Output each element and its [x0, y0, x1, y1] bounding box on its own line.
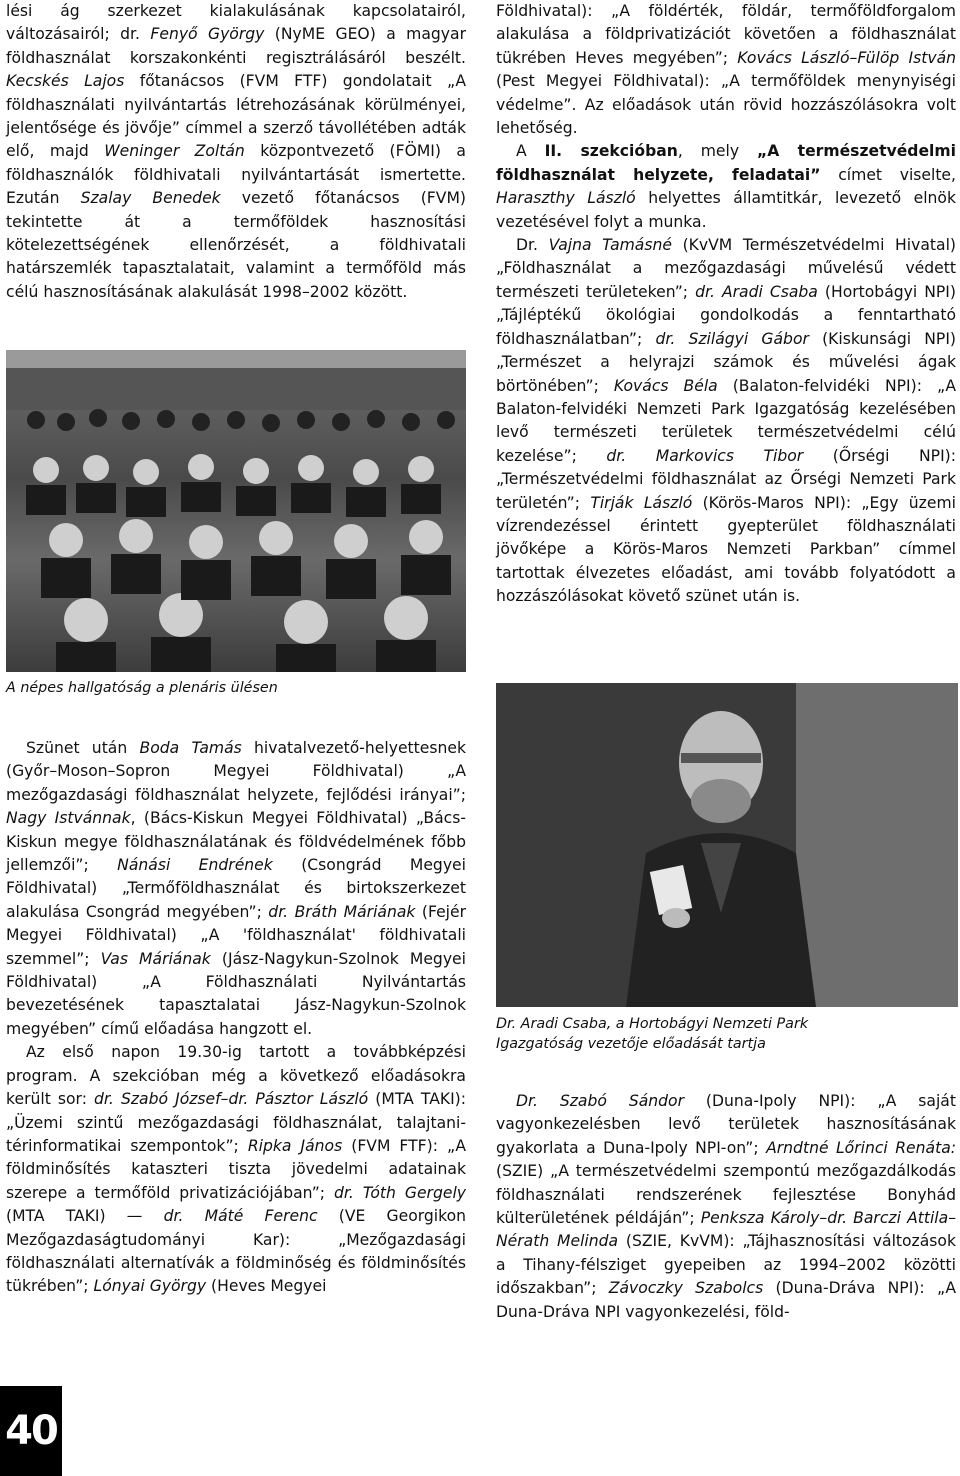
speaker-photo [496, 683, 958, 1007]
speaker-photo-caption [496, 1014, 956, 1054]
paragraph: Szünet után Boda Tamás hivatalvezető-helyettesnek (Győr–Moson–Sopron Megyei Földhivatal) „A mezőgazdasági földhasználat helyzete, fejlődési irányai”; Nagy Istvánnak, (Bács-Kiskun Megyei Földhivatal) „Bács-Kiskun megye földhasználatának és földvédelmének főbb jellemzői”; Nánási Endrének (Csongrád Megyei Földhivatal) „Termőföldhasználat és birtokszerkezet alakulása Csongrád megyében”; dr. Bráth Máriának (Fejér Megyei Földhivatal) „A 'földhasználat' földhivatali szemmel”; Vas Máriának (Jász-Nagykun-Szolnok Megyei Földhivatal) „A Földhasználati Nyilvántartás bevezetésének tapasztalatai Jász-Nagykun-Szolnok megyében” című előadása hangzott el. [6, 739, 466, 1038]
paragraph: Az első napon 19.30-ig tartott a továbbképzési program. A szekcióban még a következő előadásokra került sor: dr. Szabó József–dr. Pásztor László (MTA TAKI): „Üzemi szintű mezőgazdasági földhasználat, talajtani-térinformatikai szempontok”; Ripka János (FVM FTF): „A földminősítés kataszteri tiszta jövedelmi adatainak szerepe a termőföld privatizációjában”; dr. Tóth Gergely (MTA TAKI) — dr. Máté Ferenc (VE Georgikon Mezőgazdaságtudományi Kar): „Mezőgazdasági földhasználati alternatívák a földminőség és földminősítés tükrében”; Lónyai György (Heves Megyei [6, 1043, 467, 1296]
speaker-photo-image [496, 683, 958, 1007]
paragraph: A II. szekcióban, mely „A természetvédelmi földhasználat helyzete, feladatai” címet viselte, Haraszthy László helyettes államtitkár, levezető elnök vezetésével folyt a munka. [496, 142, 956, 231]
paragraph: Dr. Vajna Tamásné (KvVM Természetvédelmi Hivatal) „Földhasználat a mezőgazdasági művelésű védett természeti területeken”; dr. Aradi Csaba (Hortobágyi NPI) „Tájléptékű ökológiai gondolkodás a fenntartható földhasználatban”; dr. Szilágyi Gábor (Kiskunsági NPI) „Természet a helyrajzi számok és művelési ágak börtönében”; Kovács Béla (Balaton-felvidéki NPI): „A Balaton-felvidéki Nemzeti Park Igazgatóság kezelésében levő természeti területek természetvédelmi célú kezelése”; dr. Markovics Tibor (Őrségi NPI): „Természetvédelmi földhasználat az Őrségi Nemzeti Park területén”; Tirják László (Körös-Maros NPI): „Egy üzemi vízrendezéssel érintett gyepterület földhasználati jövőképe a Körös-Maros Nemzeti Parkban” címmel tartottak élvezetes előadást, ami tovább folyatódott a hozzászólásokat követő szünet után is. [496, 236, 957, 606]
paragraph: lési ág szerkezet kialakulásának kapcsolatairól, változásairól; dr. Fenyő György (NyME GEO) a magyar földhasználat korszakonkénti regisztrálásáról beszélt. Kecskés Lajos főtanácsos (FVM FTF) gondolatait „A földhasználati nyilvántartás létrehozásának körülményei, jelentősége és jövője” címmel a szerző távollétében adták elő, majd Weninger Zoltán központvezető (FÖMI) a földhasználók földhivatali nyilvántartását ismertette. Ezután Szalay Benedek vezető főtanácsos (FVM) tekintette át a termőföldek hasznosítási kötelezettségének ellenőrzését, a földhivatali határszemlék tapasztalatait, valamint a termőföld más célú hasznosításának alakulását 1998–2002 között. [6, 2, 466, 301]
caption-line: Dr. Aradi Csaba, a Hortobágyi Nemzeti Park [496, 1016, 809, 1032]
column-2-text [496, 0, 956, 609]
column-4-text [496, 1090, 956, 1324]
column-1-text [6, 0, 466, 304]
audience-photo-image [6, 350, 466, 672]
page-number: 40 [0, 1386, 62, 1476]
audience-photo-caption: A népes hallgatóság a plenáris ülésen [6, 680, 278, 696]
column-3-text [6, 737, 466, 1299]
paragraph: Földhivatal): „A földérték, földár, termőföldforgalom alakulása a földprivatizációt követően a földhasználat tükrében Heves megyében”; Kovács László–Fülöp István (Pest Megyei Földhivatal): „A termőföldek menynyiségi védelme”. Az előadások után rövid hozzászólásokra volt lehetőség. [496, 2, 957, 138]
caption-line: Igazgatóság vezetője előadását tartja [496, 1036, 766, 1052]
paragraph: Dr. Szabó Sándor (Duna-Ipoly NPI): „A saját vagyonkezelésben levő területek hasznosításának gyakorlata a Duna-Ipoly NPI-on”; Arndtné Lőrinci Renáta: (SZIE) „A természetvédelmi szempontú mezőgazdálkodás földhasználati rendszerének fejlesztése Bonyhád külterületének példáján”; Penksza Károly–dr. Barczi Attila–Nérath Melinda (SZIE, KvVM): „Tájhasznosítási változások a Tihany-félsziget gyepeiben az 1994–2002 közötti időszakban”; Závoczky Szabolcs (Duna-Dráva NPI): „A Duna-Dráva NPI vagyonkezelési, föld- [496, 1092, 957, 1321]
audience-photo [6, 350, 466, 672]
